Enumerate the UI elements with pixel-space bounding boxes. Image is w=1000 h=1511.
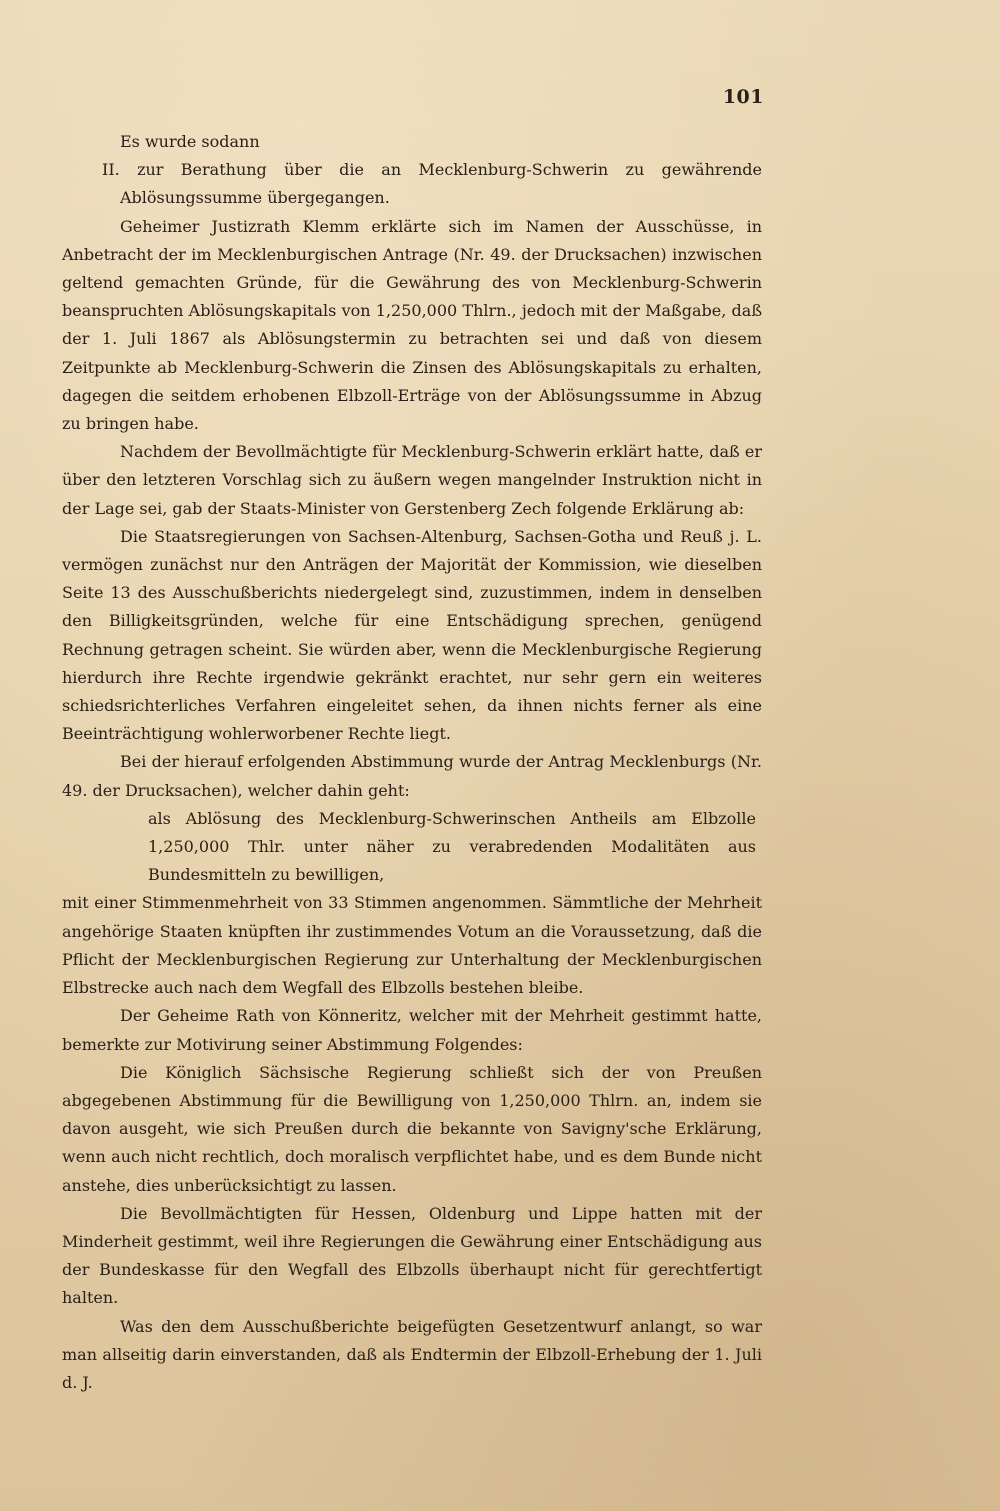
paragraph-9: Die Königlich Sächsische Regierung schließt sich der von Preußen abgegebenen Abstimmung für die Bewilligung von 1,250,000 Thlrn. an, indem sie davon ausgeht, wie sich Preußen durch die bekannte von Savigny'sche Erklärung, wenn auch nicht rechtlich, doch moralisch verpflichtet habe, und es dem Bunde nicht anstehe, dies unberücksichtigt zu lassen. [62,1062,762,1195]
paragraph-3: Geheimer Justizrath Klemm erklärte sich im Namen der Ausschüsse, in Anbetracht der im Mecklenburgischen Antrage (Nr. 49. der Drucksachen) inzwischen geltend gemachten Gründe, für die Gewährung des von Mecklenburg-Schwerin beanspruchten Ablösungskapitals von 1,250,000 Thlrn., jedoch mit der Maßgabe, daß der 1. Juli 1867 als Ablösungstermin zu betrachten sei und daß von diesem Zeitpunkte ab Mecklenburg-Schwerin die Zinsen des Ablösungskapitals zu erhalten, dagegen die seitdem erhobenen Elbzoll-Erträge von der Ablösungssumme in Abzug zu bringen habe. [62,216,762,434]
paragraph-8: Der Geheime Rath von Könneritz, welcher mit der Mehrheit gestimmt hatte, bemerkte zur Motivirung seiner Abstimmung Folgendes: [62,1006,762,1054]
paragraph-7: mit einer Stimmenmehrheit von 33 Stimmen angenommen. Sämmtliche der Mehrheit angehörige Staaten knüpften ihr zustimmendes Votum an die Voraussetzung, daß die Pflicht der Mecklenburgischen Regierung zur Unterhaltung der Mecklenburgischen Elbstrecke auch nach dem Wegfall des Elbzolls bestehen bleibe. [62,893,762,998]
quoted-motion: als Ablösung des Mecklenburg-Schwerinschen Antheils am Elbzolle 1,250,000 Thlr. unter näher zu verabredenden Modalitäten aus Bundesmitteln zu bewilligen, [148,808,756,885]
page-number: 101 [722,86,764,108]
paragraph-4: Nachdem der Bevollmächtigte für Mecklenburg-Schwerin erklärt hatte, daß er über den letzteren Vorschlag sich zu äußern wegen mangelnder Instruktion nicht in der Lage sei, gab der Staats-Minister von Gerstenberg Zech folgende Erklärung ab: [62,442,762,518]
page-body [62,128,762,1397]
paragraph-1: Es wurde sodann [120,132,260,151]
paragraph-2: II. zur Berathung über die an Mecklenburg-Schwerin zu gewährende Ablösungssumme übergegangen. [102,160,762,208]
paragraph-5: Die Staatsregierungen von Sachsen-Altenburg, Sachsen-Gotha und Reuß j. L. vermögen zunächst nur den Anträgen der Majorität der Kommission, wie dieselben Seite 13 des Ausschußberichts niedergelegt sind, zuzustimmen, indem in denselben den Billigkeitsgründen, welche für eine Entschädigung sprechen, genügend Rechnung getragen scheint. Sie würden aber, wenn die Mecklenburgische Regierung hierdurch ihre Rechte irgendwie gekränkt erachtet, nur sehr gern ein weiteres schiedsrichterliches Verfahren eingeleitet sehen, da ihnen nichts ferner als eine Beeinträchtigung wohlerworbener Rechte liegt. [62,526,762,744]
paragraph-6: Bei der hierauf erfolgenden Abstimmung wurde der Antrag Mecklenburgs (Nr. 49. der Drucksachen), welcher dahin geht: [62,752,762,800]
paragraph-11: Was den dem Ausschußberichte beigefügten Gesetzentwurf anlangt, so war man allseitig darin einverstanden, daß als Endtermin der Elbzoll-Erhebung der 1. Juli d. J. [62,1316,762,1392]
paragraph-10: Die Bevollmächtigten für Hessen, Oldenburg und Lippe hatten mit der Minderheit gestimmt, weil ihre Regierungen die Gewährung einer Entschädigung aus der Bundeskasse für den Wegfall des Elbzolls überhaupt nicht für gerechtfertigt halten. [62,1203,762,1308]
